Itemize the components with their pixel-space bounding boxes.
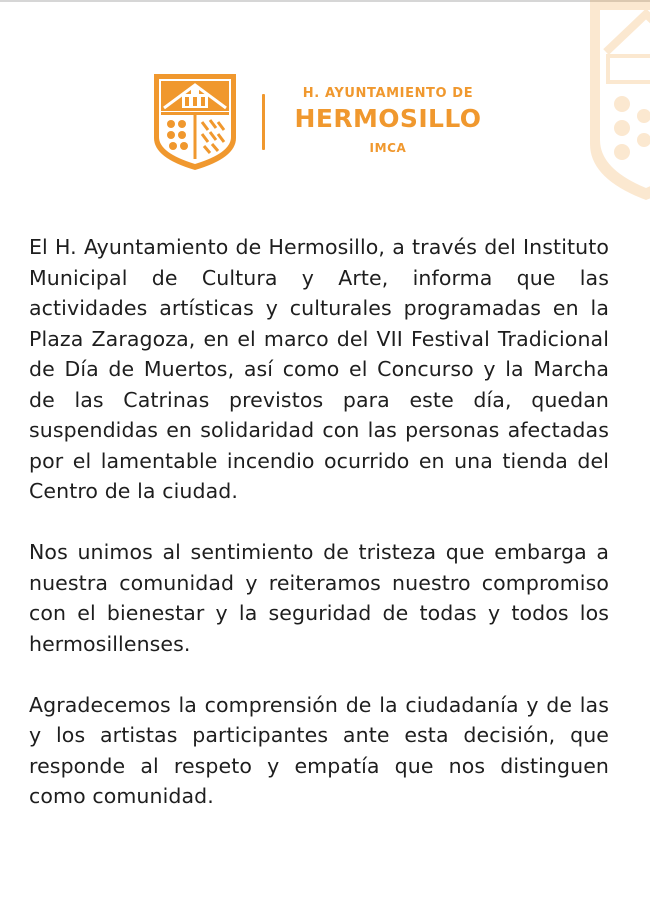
statement-body — [29, 232, 609, 842]
header-divider — [262, 94, 265, 150]
brand-line3: IMCA — [369, 141, 407, 155]
brand-line1: H. AYUNTAMIENTO DE — [302, 86, 474, 101]
hermosillo-crest-icon — [152, 72, 238, 172]
top-rule — [0, 0, 650, 2]
brand-line2: HERMOSILLO — [294, 104, 482, 133]
header — [152, 72, 512, 172]
brand-block — [288, 86, 488, 156]
paragraph-1: El H. Ayuntamiento de Hermosillo, a través del Instituto Municipal de Cultura y Arte, informa que las actividades artísticas y culturales programadas en la Plaza Zaragoza, en el marco del VII Festival Tradicional de Día de Muertos, así como el Concurso y la Marcha de las Catrinas previstos para este día, quedan suspendidas en solidaridad con las personas afectadas por el lamentable incendio ocurrido en una tienda del Centro de la ciudad. — [29, 235, 609, 503]
paragraph-2: Nos unimos al sentimiento de tristeza que embarga a nuestra comunidad y reiteramos nuestro compromiso con el bienestar y la seguridad de todas y todos los hermosillenses. — [29, 540, 609, 656]
crest-watermark-icon — [586, 0, 650, 204]
paragraph-3: Agradecemos la comprensión de la ciudadanía y de las y los artistas participantes ante esta decisión, que responde al respeto y empatía que nos distinguen como comunidad. — [29, 692, 609, 808]
